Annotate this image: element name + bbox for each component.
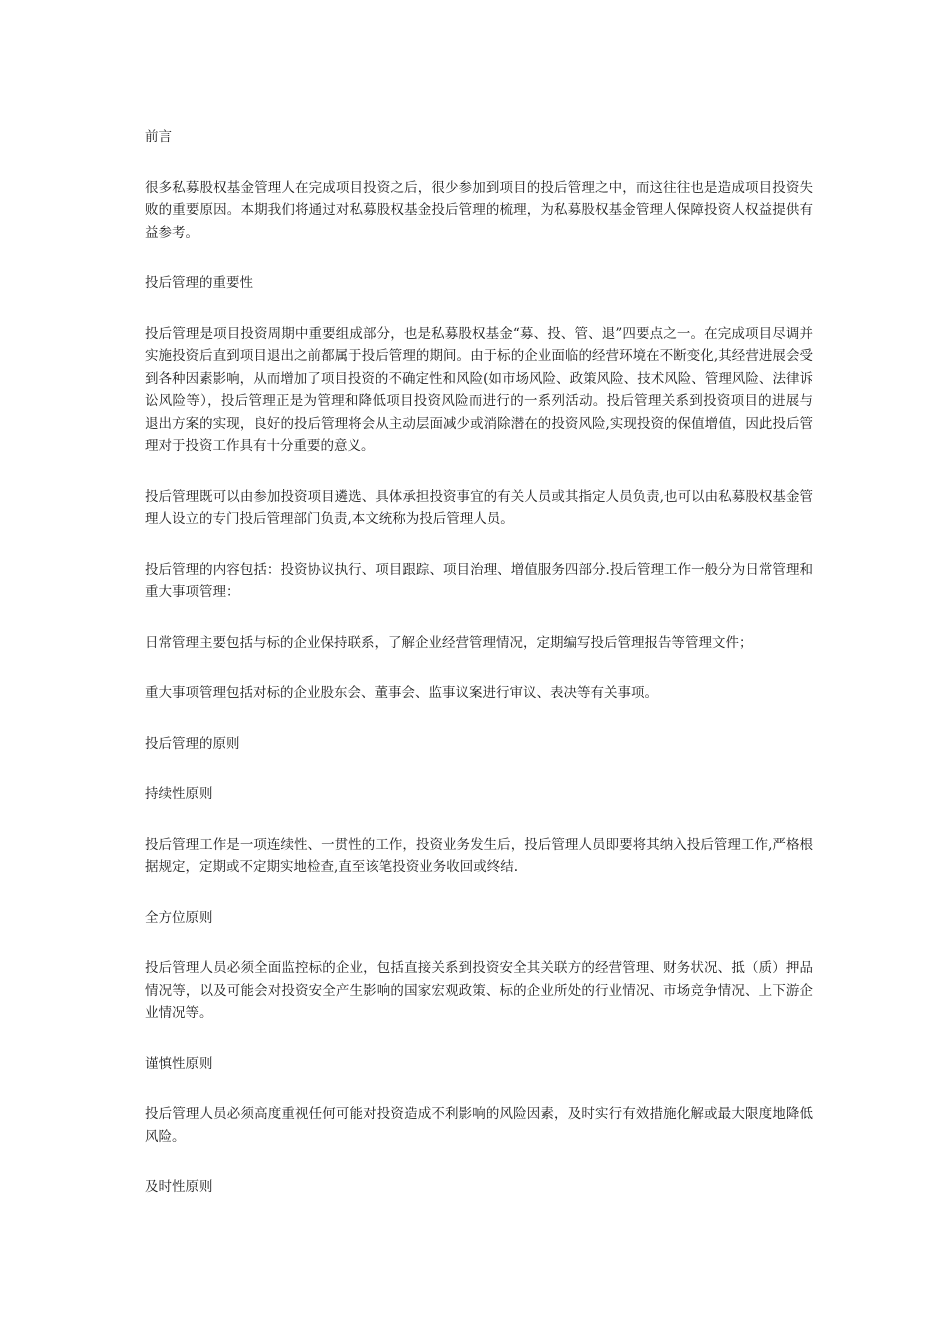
paragraph-prudence: 投后管理人员必须高度重视任何可能对投资造成不利影响的风险因素，及时实行有效措施化解或最大限度地降低风险。: [145, 1106, 813, 1145]
paragraph-intro: 很多私募股权基金管理人在完成项目投资之后，很少参加到项目的投后管理之中，而这往往也是造成项目投资失败的重要原因。本期我们将通过对私募股权基金投后管理的梳理，为私募股权基金管理人保障投资人权益提供有益参考。: [145, 179, 813, 241]
subheading-continuity: 持续性原则: [145, 786, 213, 802]
section-heading-importance: 投后管理的重要性: [145, 275, 253, 291]
paragraph-daily-management: 日常管理主要包括与标的企业保持联系，了解企业经营管理情况，定期编写投后管理报告等管理文件；: [145, 634, 753, 651]
subheading-timeliness: 及时性原则: [145, 1179, 213, 1195]
section-heading-preface: 前言: [145, 129, 172, 145]
paragraph-major-matters: 重大事项管理包括对标的企业股东会、董事会、监事议案进行审议、表决等有关事项。: [145, 685, 658, 701]
document-body: [145, 126, 813, 1199]
paragraph-content-scope: 投后管理的内容包括：投资协议执行、项目跟踪、项目治理、增值服务四部分.投后管理工作一般分为日常管理和重大事项管理：: [145, 561, 813, 600]
paragraph-responsible-staff: 投后管理既可以由参加投资项目遴选、具体承担投资事宜的有关人员或其指定人员负责,也可以由私募股权基金管理人设立的专门投后管理部门负责,本文统称为投后管理人员。: [145, 488, 813, 527]
paragraph-continuity: 投后管理工作是一项连续性、一贯性的工作，投资业务发生后，投后管理人员即要将其纳入投后管理工作,严格根据规定，定期或不定期实地检查,直至该笔投资业务收回或终结.: [145, 836, 813, 875]
section-heading-principles: 投后管理的原则: [145, 735, 240, 752]
subheading-comprehensive: 全方位原则: [145, 909, 213, 926]
subheading-prudence: 谨慎性原则: [145, 1055, 213, 1072]
paragraph-comprehensive: 投后管理人员必须全面监控标的企业，包括直接关系到投资安全其关联方的经营管理、财务状况、抵（质）押品情况等，以及可能会对投资安全产生影响的国家宏观政策、标的企业所处的行业情况、市场竞争情况、上下游企业情况等。: [145, 960, 813, 1021]
paragraph-importance: 投后管理是项目投资周期中重要组成部分，也是私募股权基金“募、投、管、退”四要点之一。在完成项目尽调并实施投资后直到项目退出之前都属于投后管理的期间。由于标的企业面临的经营环境在不断变化,其经营进展会受到各种因素影响，从而增加了项目投资的不确定性和风险(如市场风险、政策风险、技术风险、管理风险、法律诉讼风险等），投后管理正是为管理和降低项目投资风险而进行的一系列活动。投后管理关系到投资项目的进展与退出方案的实现，良好的投后管理将会从主动层面减少或消除潜在的投资风险,实现投资的保值增值，因此投后管理对于投资工作具有十分重要的意义。: [145, 325, 813, 454]
